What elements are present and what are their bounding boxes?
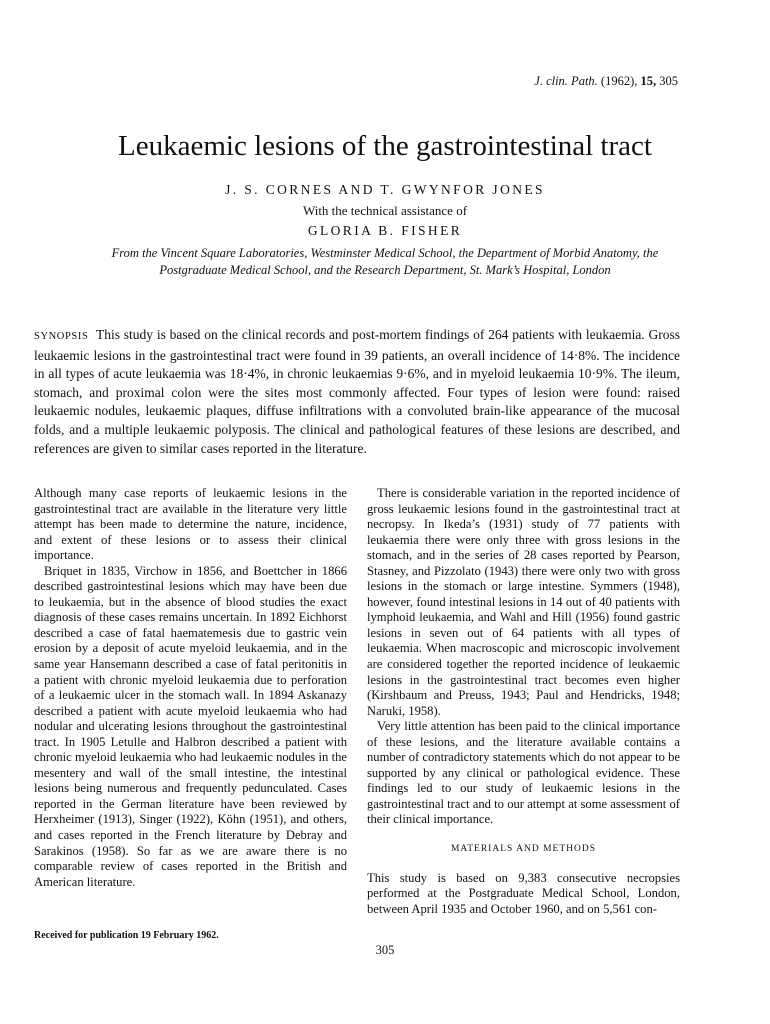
section-heading: MATERIALS AND METHODS bbox=[450, 844, 597, 855]
assistance-line: With the technical assistance of bbox=[302, 203, 468, 218]
paragraph: Briquet in 1835, Virchow in 1856, and Boettcher in 1866 described gastrointestinal lesions which may have been due to leukaemia, but in the absence of blood studies the exact diagnosis of these cases remains uncertain. In 1892 Eichhorst described a case of fatal haematemesis due to gastric vein erosion by a deposit of acute myeloid leukaemia, and in the same year Hansemann described a case of fatal peritonitis in a patient with chronic myeloid leukaemia due to perforation of a leukaemic ulcer in the stomach wall. In 1894 Askanazy described a patient with acute myeloid leukaemia who had nodular and ulcerating lesions throughout the gastrointestinal tract. In 1905 Letulle and Halbron described a patient with chronic myeloid leukaemia who had leukaemic nodules in the mesentery and wall of the small intestine, the intestinal lesions being numerous and frequently pedunculated. Cases reported in the German literature have been reviewed by Herxheimer (1913), Singer (1922), Köhn (1951), and others, and cases reported in the French literature by Debray and Sarakinos (1958). So far as we are aware there is no comparable review of cases reported in the British and American literature. bbox=[34, 563, 347, 889]
synopsis-label: SYNOPSIS bbox=[34, 331, 89, 342]
assistant-name: GLORIA B. FISHER bbox=[307, 223, 463, 238]
journal-citation bbox=[534, 74, 678, 89]
journal-volume: 15, bbox=[640, 74, 657, 88]
authors: J. S. CORNES AND T. GWYNFOR JONES bbox=[225, 182, 545, 197]
affiliation: From the Vincent Square Laboratories, Westminster Medical School, the Department of Morbid Anatomy, the Postgraduate Medical School, and the Research Department, St. Mark’s Hospital, London bbox=[111, 246, 659, 277]
journal-year: (1962), bbox=[600, 74, 638, 88]
page-number: 305 bbox=[375, 943, 395, 957]
journal-page: 305 bbox=[659, 74, 678, 88]
article-title: Leukaemic lesions of the gastrointestinal tract bbox=[118, 130, 652, 162]
paragraph: This study is based on 9,383 consecutive necropsies performed at the Postgraduate Medical School, London, between April 1935 and October 1960, and on 5,561 con- bbox=[367, 870, 680, 916]
left-column bbox=[34, 486, 347, 890]
paragraph: There is considerable variation in the reported incidence of gross leukaemic lesions found in the gastrointestinal tract at necropsy. In Ikeda’s (1931) study of 77 patients with leukaemia there were only three with gross lesions in the stomach, and in the series of 28 cases reported by Pearson, Stasney, and Pizzolato (1943) there were only two with gross lesions in the stomach or large intestine. Symmers (1948), however, found intestinal lesions in 14 out of 40 patients with lymphoid leukaemia, and Wahl and Hill (1956) found gastric lesions in seven out of 64 patients with all types of leukaemia. When macroscopic and microscopic involvement are considered together the reported incidence of leukaemic lesions in the gastrointestinal tract becomes even higher (Kirshbaum and Preuss, 1943; Paul and Hendricks, 1948; Naruki, 1958). bbox=[367, 486, 680, 718]
journal-name: J. clin. Path. bbox=[534, 74, 598, 88]
synopsis-text: This study is based on the clinical records and post-mortem findings of 264 patients with leukaemia. Gross leukaemic lesions in the gastrointestinal tract were found in 39 patients, an overall incidence of 14·8%. The incidence in all types of acute leukaemia was 18·4%, in chronic leukaemias 9·6%, and in myeloid leukaemia 10·9%. The ileum, stomach, and proximal colon were the sites most commonly affected. Four types of lesion were found: raised leukaemic nodules, leukaemic plaques, diffuse infiltrations with a convoluted brain-like appearance of the mucosal folds, and a multiple leukaemic polyposis. The clinical and pathological features of these lesions are described, and references are given to similar cases reported in the literature. bbox=[34, 327, 680, 456]
synopsis bbox=[34, 326, 680, 458]
paragraph: Although many case reports of leukaemic lesions in the gastrointestinal tract are available in the literature very little attempt has been made to determine the nature, incidence, and extent of these lesions or to assess their clinical importance. bbox=[34, 486, 347, 563]
paragraph: Very little attention has been paid to the clinical importance of these lesions, and the literature available contains a number of contradictory statements which do not appear to be supported by any clinical or pathological evidence. These findings led to our study of leukaemic lesions in the gastrointestinal tract and to our attempt at some assessment of their clinical importance. bbox=[367, 719, 680, 827]
received-note: Received for publication 19 February 1962. bbox=[34, 930, 219, 941]
right-column bbox=[367, 486, 680, 917]
